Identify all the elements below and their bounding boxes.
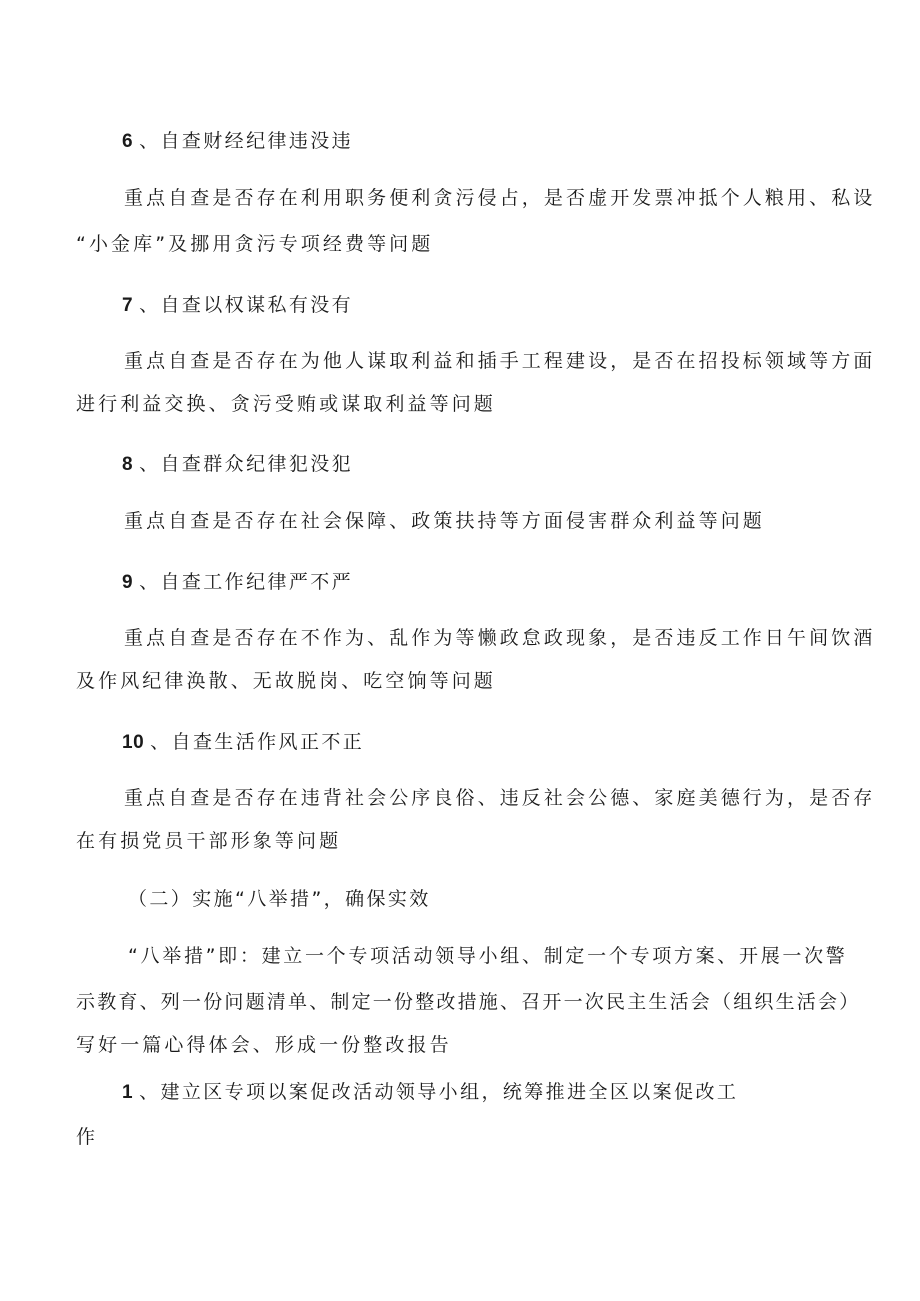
subsection-title: （二）实施“八举措”，确保实效 <box>128 888 431 910</box>
item-1-line <box>122 1080 738 1105</box>
paragraph-line: 在有损党员干部形象等问题 <box>76 830 342 852</box>
paragraph-line: 写好一篇心得体会、形成一份整改报告 <box>76 1034 452 1056</box>
paragraph-line: 重点自查是否存在社会保障、政策扶持等方面侵害群众利益等问题 <box>124 510 765 532</box>
section-heading-text: 、自查财经纪律违没违 <box>139 130 354 152</box>
section-heading-text: 、自查群众纪律犯没犯 <box>139 453 354 475</box>
section-heading-text: 、自查生活作风正不正 <box>150 731 365 753</box>
item-text: 、建立区专项以案促改活动领导小组，统筹推进全区以案促改工 <box>139 1081 739 1103</box>
section-heading-7 <box>122 293 353 318</box>
section-number: 8 <box>122 454 134 475</box>
item-1-continuation: 作 <box>76 1126 99 1148</box>
paragraph-line: 进行利益交换、贪污受贿或谋取利益等问题 <box>76 393 496 415</box>
paragraph-line: 重点自查是否存在违背社会公序良俗、违反社会公德、家庭美德行为，是否存 <box>124 787 876 809</box>
paragraph-line: “小金库”及挪用贪污专项经费等问题 <box>76 233 434 255</box>
section-heading-6 <box>122 129 353 154</box>
section-heading-8 <box>122 452 353 477</box>
paragraph-line: 重点自查是否存在利用职务便利贪污侵占，是否虚开发票冲抵个人粮用、私设 <box>124 187 876 209</box>
section-number: 9 <box>122 572 134 593</box>
paragraph-line: “八举措”即：建立一个专项活动领导小组、制定一个专项方案、开展一次警 <box>128 945 848 967</box>
paragraph-line: 及作风纪律涣散、无故脱岗、吃空饷等问题 <box>76 670 496 692</box>
section-heading-9 <box>122 570 353 595</box>
section-number: 7 <box>122 295 134 316</box>
paragraph-line: 重点自查是否存在不作为、乱作为等懒政怠政现象，是否违反工作日午间饮酒 <box>124 627 876 649</box>
section-number: 6 <box>122 131 134 152</box>
paragraph-line: 示教育、列一份问题清单、制定一份整改措施、召开一次民主生活会（组织生活会） <box>76 991 861 1013</box>
section-heading-text: 、自查工作纪律严不严 <box>139 571 354 593</box>
section-number: 10 <box>122 732 145 753</box>
item-number: 1 <box>122 1082 134 1103</box>
section-heading-10 <box>122 730 364 755</box>
paragraph-line: 重点自查是否存在为他人谋取利益和插手工程建设，是否在招投标领域等方面 <box>124 350 876 372</box>
section-heading-text: 、自查以权谋私有没有 <box>139 294 354 316</box>
